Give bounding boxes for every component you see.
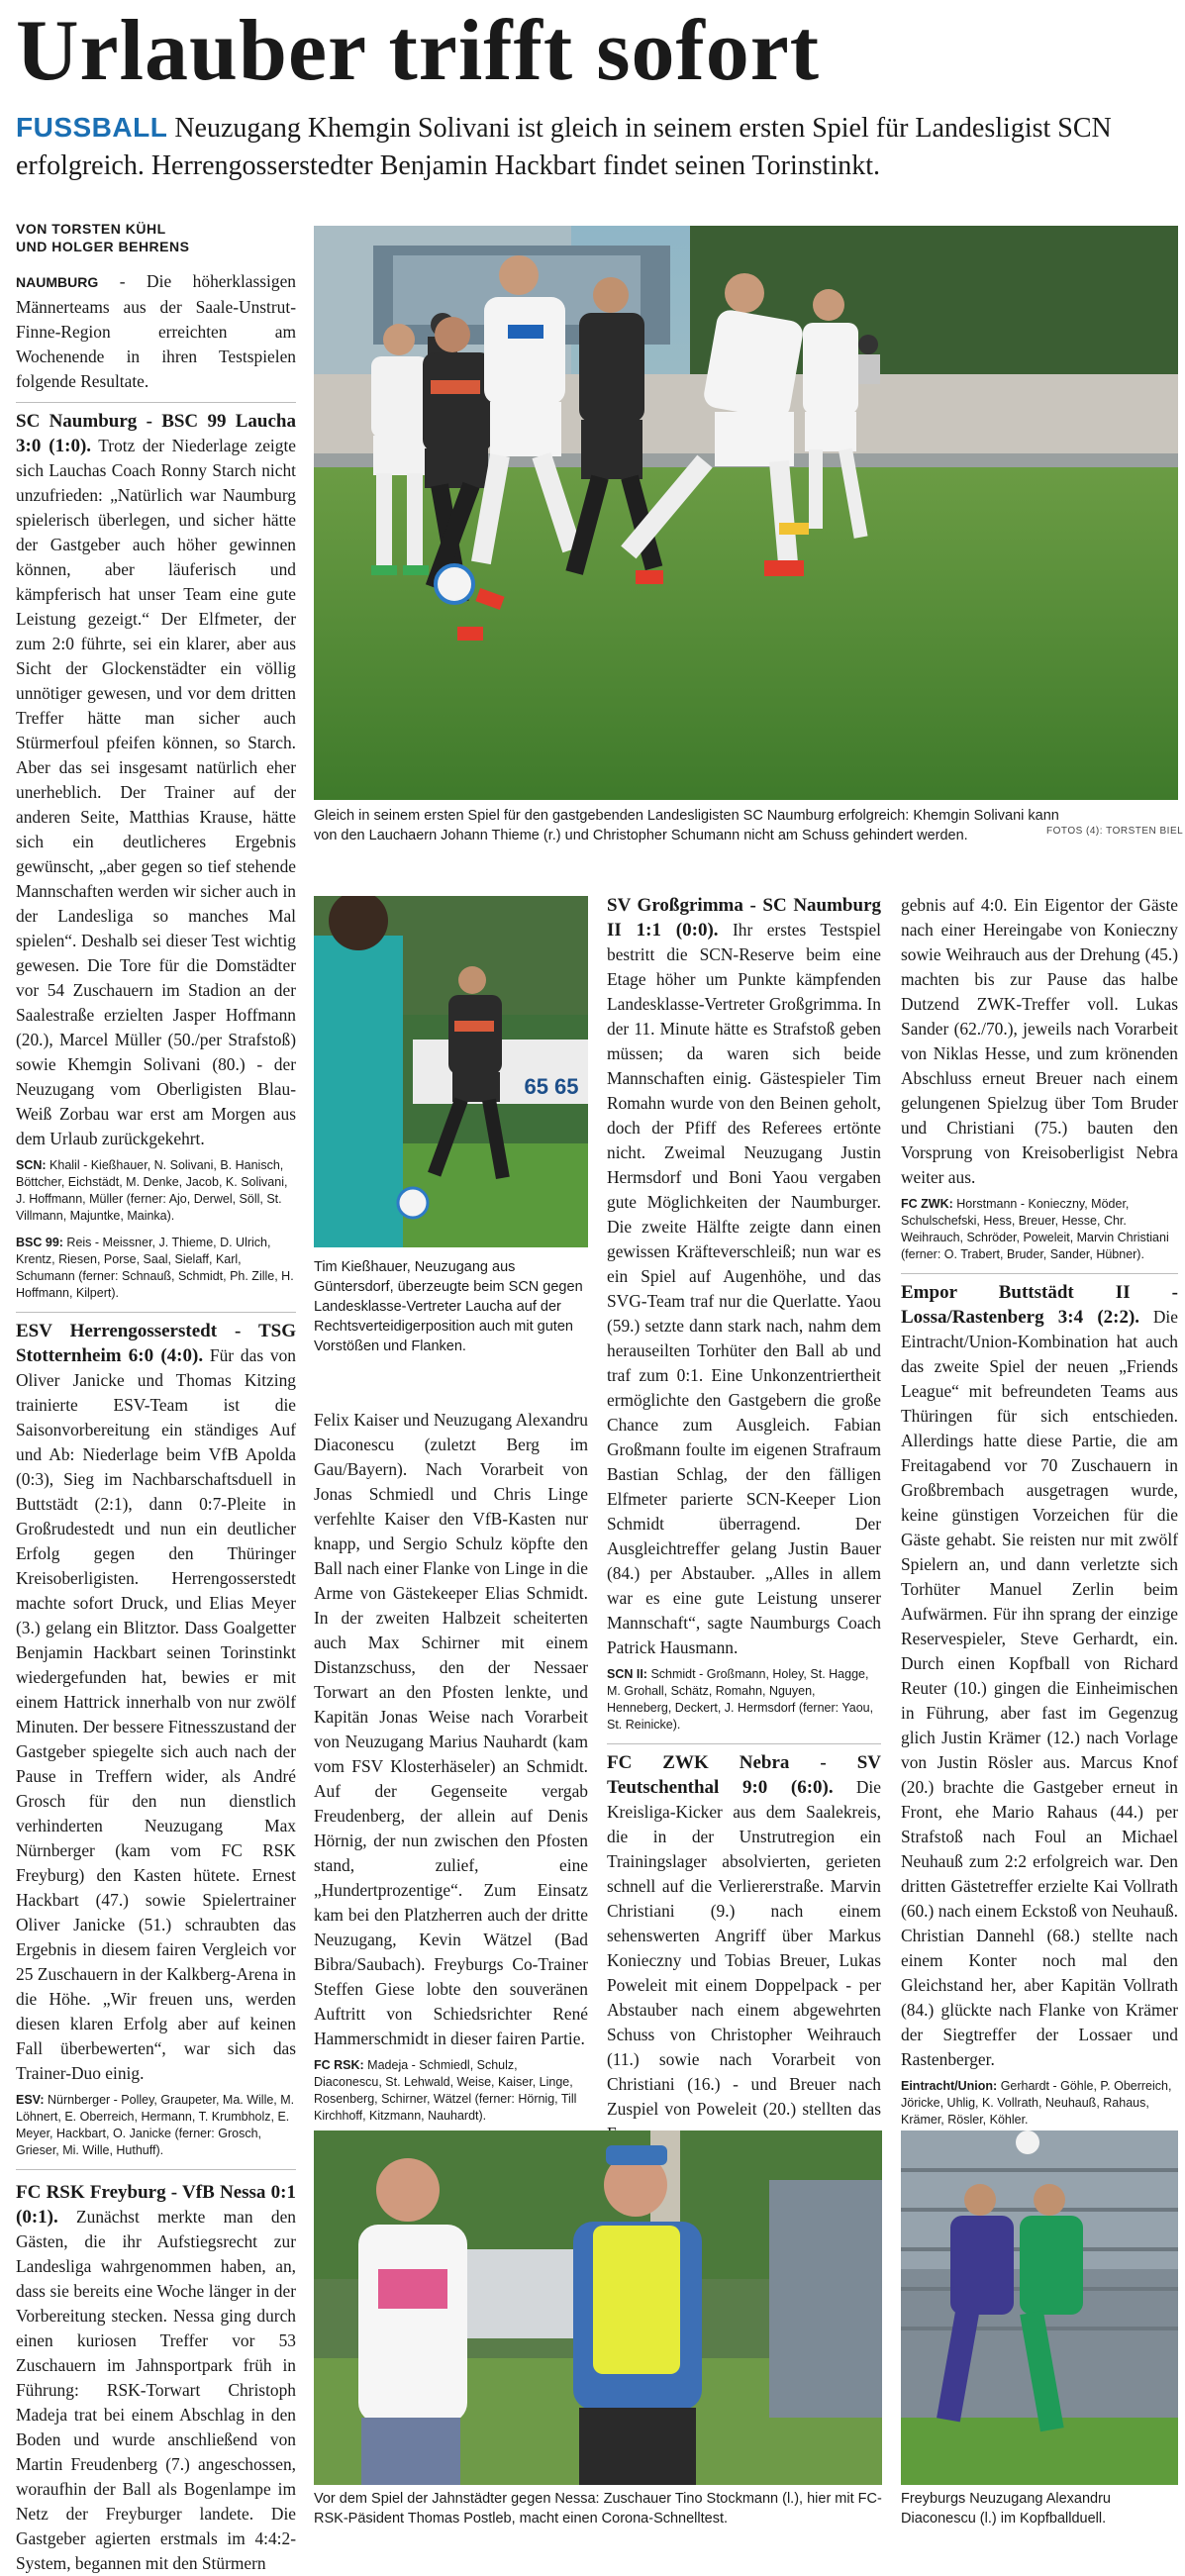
bottom-photo — [314, 2130, 882, 2485]
small-photo-caption: Tim Kießhauer, Neuzugang aus Güntersdorf, überzeugte beim SCN gegen Landesklasse-Vertreter Laucha auf der Rechtsverteidigerposition auch mit guten Vorstößen und Flanken. — [314, 1259, 583, 1354]
column-4 — [901, 893, 1178, 2138]
game-empor-lossa: Empor Buttstädt II - Lossa/Rastenberg 3:4 (2:2). Die Eintracht/Union-Kombination hat auch das zweite Spiel der neuen „Friends League“ mit befreundeten Teams aus Thüringen für sich entschieden. Allerdings hatte diese Partie, die am Freitagabend vor 70 Zuschauern in Großbrembach ausgetragen wurde, keine günstigen Vorzeichen für die Gäste gehabt. Sie reisten nur mit zwölf Spielern an, und dann verletzte sich Torhüter Manuel Zerlin beim Aufwärmen. Für ihn sprang der einzige Reservespieler, Steve Gerhardt, ein. Durch einen Kopfball von Richard Reuter (10.) gingen die Einheimischen in Führung, aber fast im Gegenzug glich Justin Krämer (12.) nach Vorlage von Justin Rösler aus. Marcus Knof (20.) brachte die Gastgeber erneut in Front, ehe Mario Rahaus (44.) per Strafstoß nach Foul an Michael Neuhauß zum 2:2 erfolgreich war. Den dritten Gästetreffer erzielte Kai Vollrath (60.) nach einem Eckstoß von Neuhauß. Christian Dannehl (68.) stellte nach einem Konter noch mal den Gleichstand her, aber Kapitän Vollrath (84.) glückte nach Flanke von Krämer der Siegtreffer der Lossaer und Rastenberger. — [901, 1282, 1178, 2069]
game-zwk-nebra-cont: gebnis auf 4:0. Ein Eigentor der Gäste nach einer Hereingabe von Konieczny sowie Weihrauch aus der Drehung (45.) machten bis zur Pause das halbe Dutzend ZWK-Treffer voll. Lukas Sander (62./70.), jeweils nach Vorarbeit von Niklas Hesse, und zum krönenden Abschluss erneut Breuer nach einem gelungenen Spielzug über Tom Bruder und Christiani (75.) bauten den Vorsprung von Kreisoberligist Nebra weiter aus. — [901, 895, 1178, 1187]
byline: VON TORSTEN KÜHL UND HOLGER BEHRENS — [16, 221, 190, 254]
lineup-zwk: FC ZWK: Horstmann - Konieczny, Möder, Schulschefski, Hess, Breuer, Hesse, Chr. Weihrauch, Schröder, Poweleit, Marvin Christiani (ferner: O. Trabert, Bruder, Sander, Hübner). — [901, 1197, 1169, 1261]
divider — [901, 1273, 1178, 1274]
lineup-bsc: BSC 99: Reis - Meissner, J. Thieme, D. Ulrich, Krentz, Riesen, Porse, Saal, Sielaff, Karl, Schumann (ferner: Schnauß, Schmidt, Ph. Zille, H. Hoffmann, Kilpert). — [16, 1236, 294, 1300]
lineup-scn-ii: SCN II: Schmidt - Großmann, Holey, St. Hagge, M. Grohall, Schätz, Romahn, Nguyen, Henneberg, Deckert, J. Hermsdorf (ferner: Yaou, St. Reinicke). — [607, 1667, 874, 1732]
column-3 — [607, 893, 881, 2146]
subheadline — [16, 109, 1174, 185]
game-title: SC Naumburg - BSC 99 Laucha 3:0 (1:0). — [16, 411, 296, 456]
match-photo-scn-laucha — [314, 226, 1178, 800]
game-rsk-nessa-cont: Felix Kaiser und Neuzugang Alexandru Diaconescu (zuletzt Berg im Gau/Bayern). Nach Vorarbeit von Jonas Schmiedl und Chris Linge verfehlte Kaiser den VfB-Kasten nur knapp, und Sergio Schulz köpfte den Ball nach einer Flanke von Linge in die Arme von Gästekeeper Elias Schmidt. In der zweiten Halbzeit scheiterten auch Max Schirner mit einem Distanzschuss, den der Nessaer Torwart an den Pfosten lenkte, und Kapitän Jonas Weise nach Vorarbeit von Neuzugang Marius Nauhardt (kam vom FSV Klosterhäseler) an Schmidt. Auf der Gegenseite vergab Freudenberg, der allein auf Denis Hörnig, der nun zwischen den Pfosten stand, zulief, eine „Hundertprozentige“. Zum Einsatz kam bei den Platzherren auch der dritte Neuzugang, Kevin Wätzel (Bad Bibra/Saubach). Freyburgs Co-Trainer Steffen Giese lobte den souveränen Auftritt von Schiedsrichter René Hammerschmidt in dieser fairen Partie. — [314, 1410, 588, 2048]
subheadline-text: Neuzugang Khemgin Solivani ist gleich in seinem ersten Spiel für Landesligist SCN erfolgreich. Herrengosserstedter Benjamin Hackbart findet seinen Torinstinkt. — [16, 113, 1112, 181]
headline: Urlauber trifft sofort — [16, 3, 821, 99]
game-title: SV Großgrimma - SC Naumburg II 1:1 (0:0). — [607, 895, 881, 941]
game-esv-tsg: ESV Herrengosserstedt - TSG Stotternheim 6:0 (4:0). Für das von Oliver Janicke und Thomas Kitzing trainierte ESV-Team ist die Saisonvorbereitung ein ständiges Auf und Ab: Niederlage beim VfB Apolda (0:3), Sieg im Nachbarschaftsduell in Buttstädt (2:1), dann 0:7-Pleite in Großrudestedt und nun ein deutlicher Erfolg gegen den Thüringer Kreisoberligisten. Herrengosserstedt machte sofort Druck, und Elias Meyer (3.) gelang ein Blitztor. Dass Goalgetter Benjamin Hackbart seinen Torinstinkt wiedergefunden hat, bewies er mit einem Hattrick innerhalb von nur zwölf Minuten. Der bessere Fitnesszustand der Gastgeber spiegelte sich auch nach der Pause in Treffern wider, als André Grosch für den nun dienstlich verhinderten Neuzugang Max Nürnberger (kam vom FC RSK Freyburg) den Kasten hütete. Ernest Hackbart (47.) sowie Spielertrainer Oliver Janicke (51.) schraubten das Ergebnis in diesem fairen Vergleich vor 25 Zuschauern in der Kalkberg-Arena in die Höhe. „Wir freuen uns, werden diesen klaren Erfolg aber auf keinen Fall überbewerten“, war sich das Trainer-Duo einig. — [16, 1321, 296, 2083]
match-photo-kiesshauer — [314, 896, 588, 1247]
lineup-rsk: FC RSK: Madeja - Schmiedl, Schulz, Diaconescu, St. Lehwald, Weise, Kaiser, Linge, Rosenberg, Schirner, Wätzel (ferner: Hörnig, Till Kirchhoff, Kitzmann, Nauhardt). — [314, 2058, 577, 2123]
game-scn-laucha: SC Naumburg - BSC 99 Laucha 3:0 (1:0). Trotz der Niederlage zeigte sich Lauchas Coach Ronny Starch nicht unzufrieden: „Natürlich war Naumburg spielerisch überlegen, und sicher hätte der Gastgeber auch höher gewinnen können, aber läuferisch und kämpferisch hat unser Team eine gute Leistung gezeigt.“ Der Elfmeter, der zum 2:0 führte, sei ein klarer, aber aus Sicht der Glockenstädter ein völlig unnötiger gewesen, und vor dem dritten Treffer hätte man sicher auch Stürmerfoul pfeifen können, so Starch. Aber das sei insgesamt natürlich eher unerheblich. Der Trainer auf der anderen Seite, Matthias Krause, hätte sich ein deutlicheres Ergebnis gewünscht, „aber gegen so tief stehende Mannschaften werden wir sicher auch in der Landesliga so manches Mal spielen“. Deshalb sei dieser Test wichtig gewesen. Die Tore für die Domstädter vor 54 Zuschauern im Stadion an der Saalestraße erzielten Jasper Hoffmann (20.), Marcel Müller (50./per Strafstoß) sowie Khemgin Solivani (80.) - der Neuzugang vom Oberligisten Blau-Weiß Zorbau war erst am Morgen aus dem Urlaub zurückgekehrt. — [16, 411, 297, 1148]
lineup-esv: ESV: Nürnberger - Polley, Graupeter, Ma. Wille, M. Löhnert, E. Oberreich, Hermann, T. Krumbholz, E. Meyer, Hackbart, O. Janicke (ferner: Grosch, Grieser, Mi. Wille, Huthuff). — [16, 2093, 295, 2157]
game-grossgrimma: SV Großgrimma - SC Naumburg II 1:1 (0:0). Ihr erstes Testspiel bestritt die SCN-Reserve beim eine Etage höher um Punkte kämpfenden Landesklasse-Vertreter Großgrimma. In der 11. Minute hätte es Strafstoß geben müssen; da waren sich beide Mannschaften einig. Gästespieler Tim Romahn wurde von den Beinen geholt, doch der Pfiff des Referees ertönte nicht. Zweimal Neuzugang Justin Hermsdorf und Boni Yaou vergaben gute Möglichkeiten der Naumburger. Die zweite Hälfte zeigte dann einen gewissen Kräfteverschleiß; nun war es ein Spiel auf Augenhöhe, und das SVG-Team traf nur die Querlatte. Yaou (59.) setzte dann stark nach, nahm dem herauseilten Torhüter den Ball ab und traf zum 0:1. Eine Unkonzentriertheit ermöglichte den Gastgebern die große Chance zum Ausgleich. Fabian Großmann foulte im eigenen Strafraum Bastian Schlag, der den fälligen Elfmeter parierte SCN-Keeper Lion Schmidt überragend. Der Ausgleichtreffer gelang Justin Bauer (84.) per Abstauber. „Alles in allem war es eine gute Leistung unserer Mannschaft“, sagte Naumburgs Coach Patrick Hausmann. — [607, 895, 881, 1657]
photo-credit: FOTOS (4): TORSTEN BIEL — [1046, 826, 1184, 837]
intro: NAUMBURG - Die höherklassigen Männerteams aus der Saale-Unstrut-Finne-Region erreichten am Wochenende in ihren Testspielen folgende Resultate. — [16, 271, 296, 391]
header-duel-photo — [901, 2130, 1178, 2485]
dateline: NAUMBURG — [16, 274, 99, 290]
lineup-scn: SCN: Khalil - Kießhauer, N. Solivani, B. Hanisch, Böttcher, Eichstädt, M. Denke, Jacob, K. Solivani, J. Hoffmann, Müller (ferner: Ajo, Derwel, Söll, St. Villmann, Majuntke, Mainka). — [16, 1158, 288, 1223]
game-title: FC RSK Freyburg - VfB Nessa 0:1 (0:1). — [16, 2182, 296, 2228]
bottom-photo-caption: Vor dem Spiel der Jahnstädter gegen Nessa: Zuschauer Tino Stockmann (l.), hier mit FC-RSK-Päsident Thomas Postleb, macht einen Corona-Schnelltest. — [314, 2491, 882, 2526]
ad-board-text: 65 65 — [524, 1074, 579, 1099]
divider — [16, 1312, 296, 1313]
corona-test-photo — [314, 2130, 882, 2485]
divider — [607, 1743, 881, 1744]
game-rsk-nessa: FC RSK Freyburg - VfB Nessa 0:1 (0:1). Zunächst merkte man den Gästen, die ihr Aufstiegsrecht zur Landesliga wahrgenommen haben, an, dass sie bereits eine Woche länger in der Vorbereitung stecken. Nessa ging durch einen kuriosen Treffer vor 53 Zuschauern im Jahnsportpark früh in Führung: RSK-Torwart Christoph Madeja trat bei einem Abschlag in den Boden und wurde anschließend von Martin Freudenberg (7.) angeschossen, woraufhin der Ball als Bogenlampe im Netz der Freyburger landete. Die Gastgeber agierten erstmals im 4:4:2-System, begannen mit den Stürmern — [16, 2182, 296, 2573]
kicker: FUSSBALL — [16, 112, 168, 143]
small-photo — [314, 896, 588, 1247]
right-photo — [901, 2130, 1178, 2485]
main-photo — [314, 226, 1178, 800]
game-title: ESV Herrengosserstedt - TSG Stotternheim 6:0 (4:0). — [16, 1321, 296, 1366]
divider — [16, 2169, 296, 2170]
game-title: Empor Buttstädt II - Lossa/Rastenberg 3:4 (2:2). — [901, 1282, 1178, 1328]
column-1 — [16, 220, 296, 2576]
column-2-text — [314, 1408, 588, 2134]
game-zwk-nebra: FC ZWK Nebra - SV Teutschenthal 9:0 (6:0). Die Kreisliga-Kicker aus dem Saalekreis, die in der Unstrutregion ein Trainingslager absolvierten, gerieten schnell auf die Verliererstraße. Marvin Christiani (9.) nach einem sehenswerten Angriff über Markus Konieczny und Tobias Breuer, Lukas Poweleit mit einem Doppelpack - per Abstauber nach einem abgewehrten Schuss von Christopher Weihrauch (11.) sowie nach Vorarbeit von Christiani (16.) - und Breuer nach Zuspiel von Poweleit (20.) stellten das — [607, 1752, 881, 2119]
main-photo-caption: Gleich in seinem ersten Spiel für den gastgebenden Landesligisten SC Naumburg erfolgreich: Khemgin Solivani kann von den Lauchaern Johann Thieme (r.) und Christopher Schumann nicht am Schuss gehindert werden. — [314, 808, 1059, 843]
right-photo-caption: Freyburgs Neuzugang Alexandru Diaconescu (l.) im Kopfballduell. — [901, 2491, 1111, 2526]
divider — [16, 402, 296, 403]
game-title: FC ZWK Nebra - SV Teutschenthal 9:0 (6:0). — [607, 1752, 881, 1798]
lineup-eintracht: Eintracht/Union: Gerhardt - Göhle, P. Oberreich, Jöricke, Uhlig, K. Vollrath, Neuhauß, Rahaus, Krämer, Rösler, Köhler. — [901, 2079, 1172, 2127]
